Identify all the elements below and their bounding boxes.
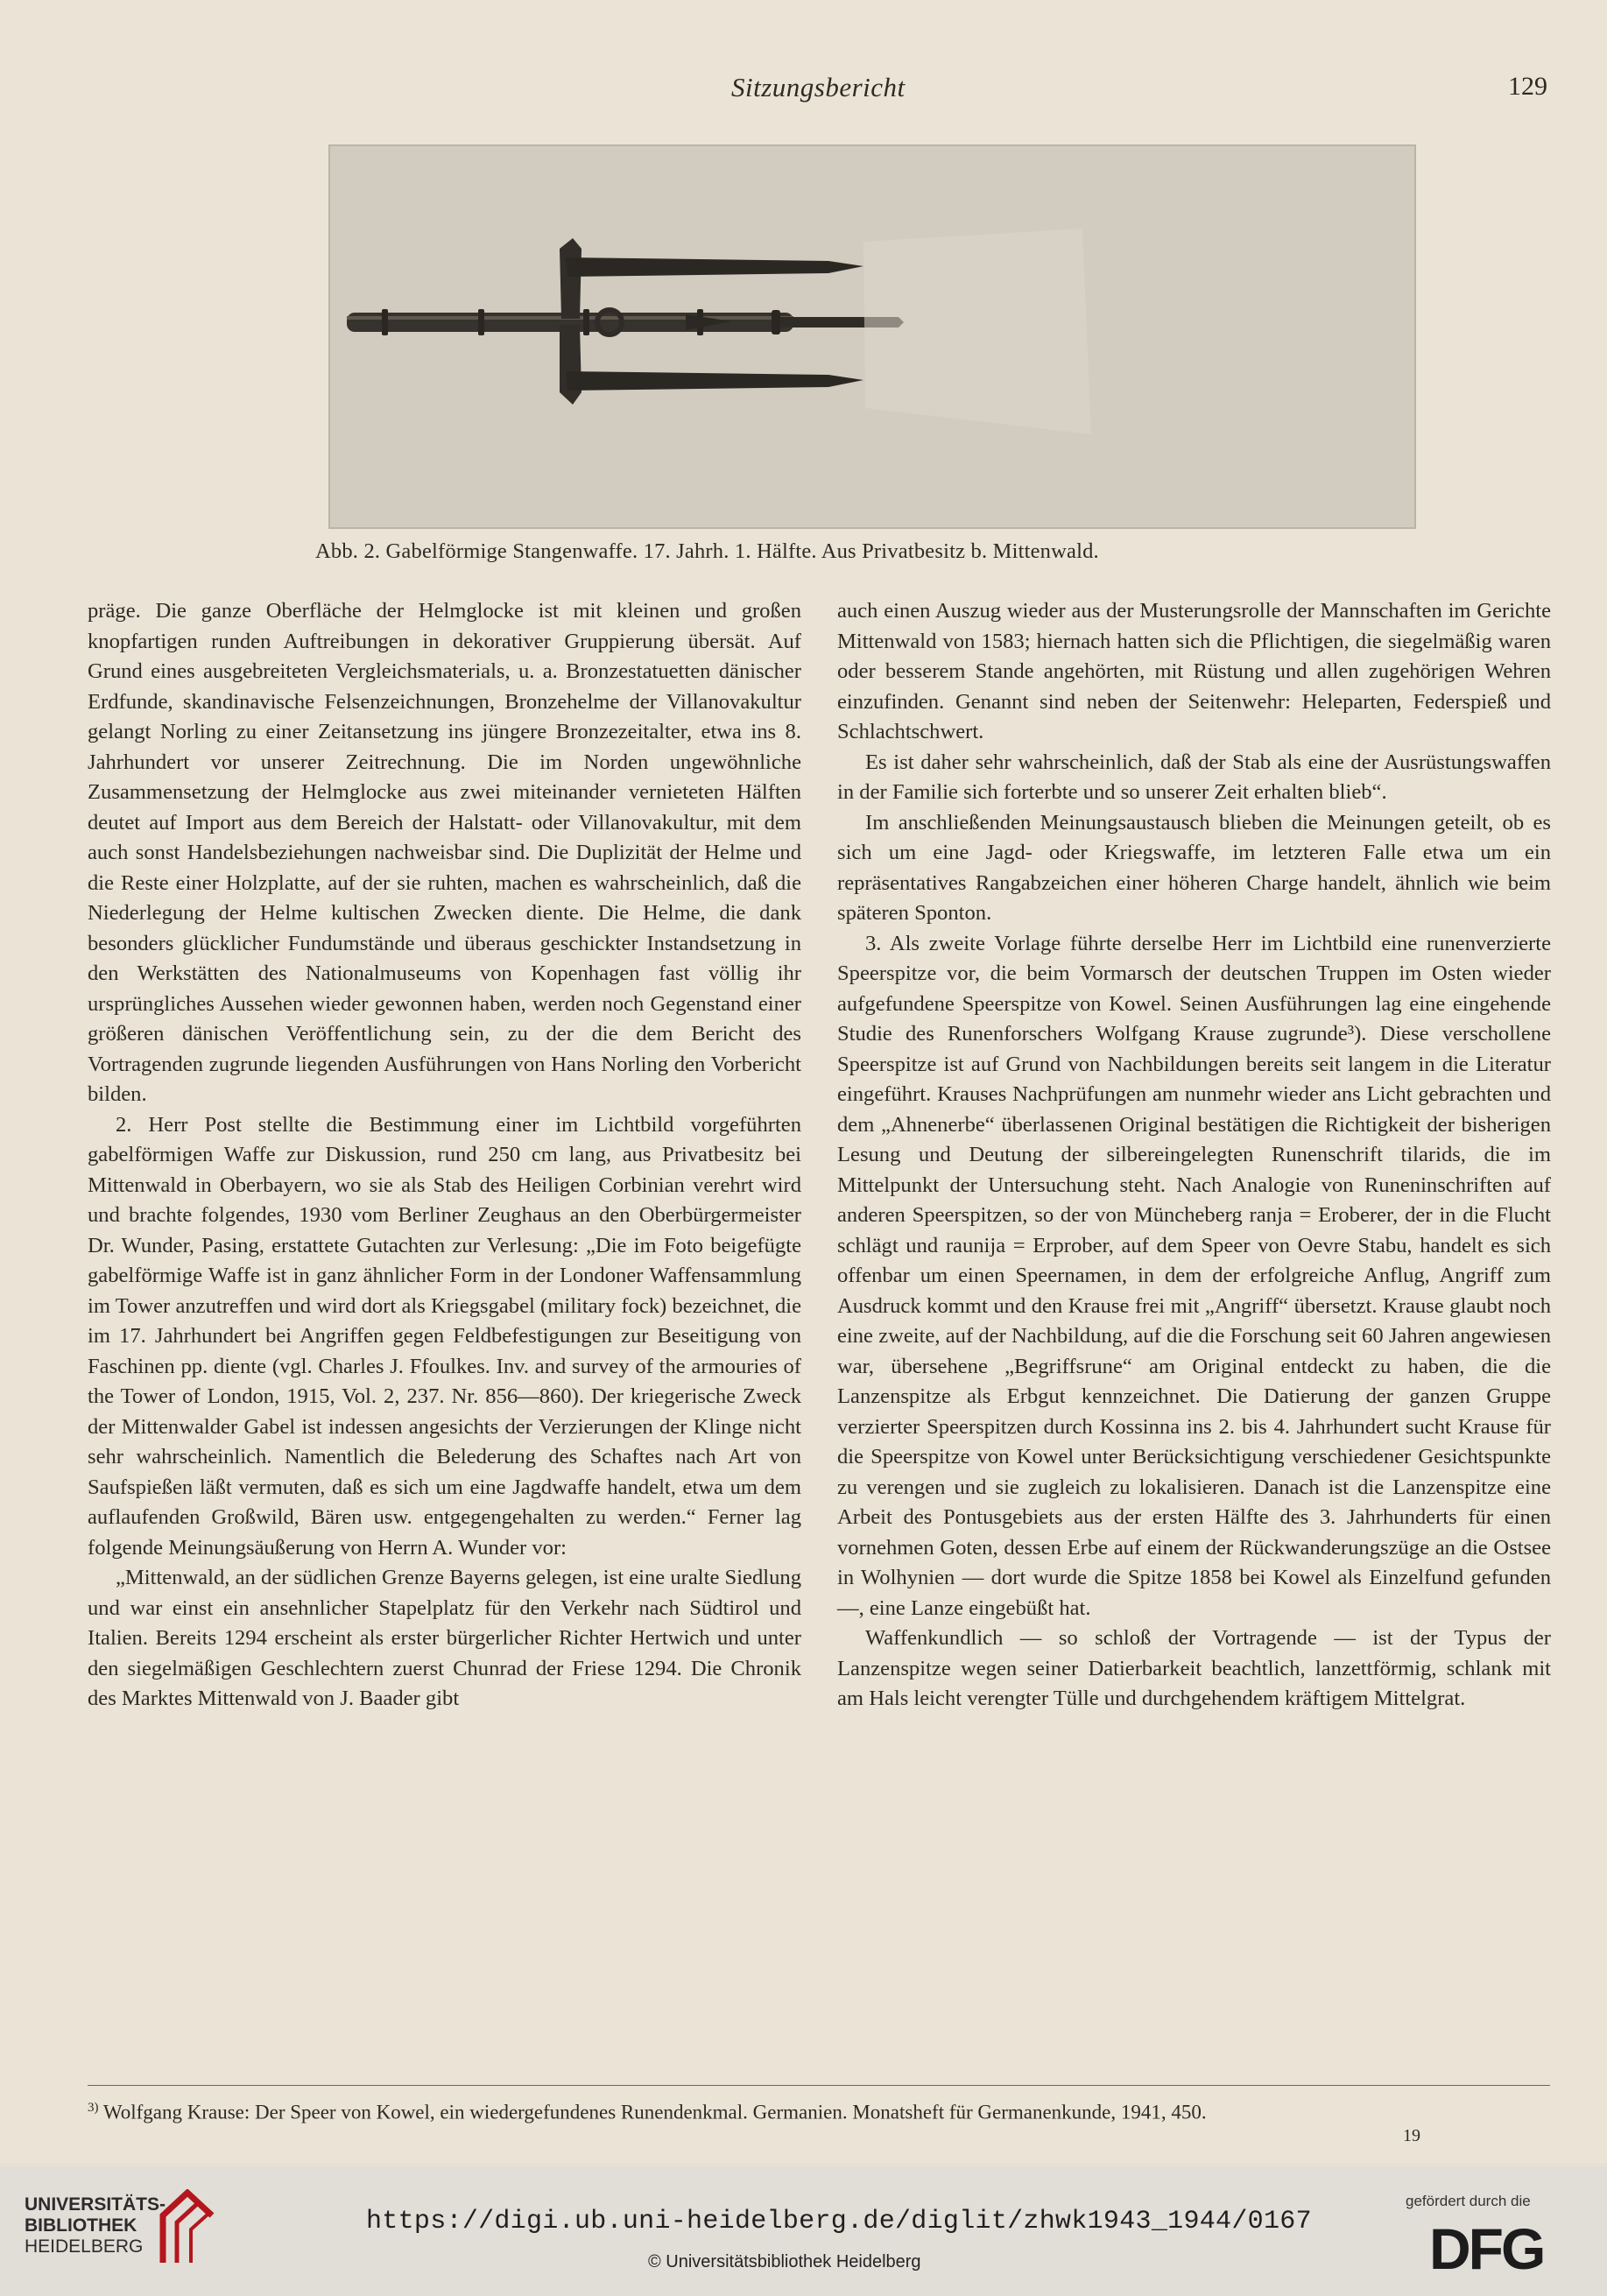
library-name: UNIVERSITÄTS- BIBLIOTHEK HEIDELBERG <box>25 2194 166 2257</box>
footnote <box>88 2095 1559 2126</box>
paragraph: Waffenkundlich — so schloß der Vortragende — ist der Typus der Lanzenspitze wegen seiner Datierbarkeit beachtlich, lanzettförmig, schlank mit am Hals leicht verengter Tülle und durchgehendem kräftigem Mittelgrat. <box>837 1626 1551 1710</box>
figure-photo-fork-weapon <box>328 144 1416 529</box>
paragraph: „Mittenwald, an der südlichen Grenze Bayerns gelegen, ist eine uralte Siedlung und war einst ein ansehnlicher Stapelplatz für den Verkehr nach Südtirol und Italien. Bereits 1294 erscheint als erster bürgerlicher Richter Hertwich und unter den siegelmäßigen Geschlechtern zuerst Chunrad der Friese 1294. Die Chronik des Marktes Mittenwald von J. Baader gibt <box>88 1566 801 1710</box>
figure-caption: Abb. 2. Gabelförmige Stangenwaffe. 17. Jahrh. 1. Hälfte. Aus Privatbesitz b. Mittenwald. <box>315 539 1099 563</box>
paragraph: Im anschließenden Meinungsaustausch blieben die Meinungen geteilt, ob es sich um eine Jagd- oder Kriegswaffe, im letzteren Falle etwa um ein repräsentatives Rangabzeichen einer höheren Charge handelt, ähnlich wie beim späteren Sponton. <box>837 810 1551 925</box>
page-number: 129 <box>1508 72 1547 101</box>
text-column-left <box>88 596 801 1715</box>
library-footer <box>0 2166 1607 2296</box>
library-emblem-icon <box>156 2189 219 2264</box>
paragraph: 3. Als zweite Vorlage führte derselbe Herr im Lichtbild eine runenverzierte Speerspitze vor, die beim Vormarsch der deutschen Truppen im Osten wieder aufgefundene Speerspitze von Kowel. Seinen Ausführungen lag eine eingehende Studie des Runenforschers Wolfgang Krause zugrunde³). Diese verschollene Speerspitze ist auf Grund von Nachbildungen bereits seit langem in die Literatur eingeführt. Krauses Nachprüfungen am nunmehr wieder ans Licht gebrachten und dem „Ahnenerbe“ überlassenen Original bestätigen die Richtigkeit der bisherigen Lesung und Deutung der silbereingelegten Runenschrift tilarids, die im Mittelpunkt der Untersuchung steht. Nach Analogie von Runeninschriften auf anderen Speerspitzen, so der von Müncheberg ranja = Eroberer, der in die Flucht schlägt und raunija = Erprober, auf dem Speer von Oevre Stabu, handelt es sich offenbar um einen Speernamen, in dem der erfolgreiche Anflug, Angriff zum Ausdruck kommt und den Krause frei mit „Angriff“ übersetzt. Krause glaubt noch eine zweite, auf der Nachbildung, auf die die Forschung seit 60 Jahren angewiesen war, übersehene „Begriffsrune“ am Original entdeckt zu haben, die die Lanzenspitze als Erbgut kennzeichnet. Die Datierung der ganzen Gruppe verzierter Speerspitzen durch Kossinna ins 2. bis 4. Jahrhundert sucht Krause für die Speerspitze von Kowel unter Berücksichtigung verschiedener Gesichtspunkte zu verengen und sie zugleich zu lokalisieren. Danach ist die Lanzenspitze eine Arbeit des Pontusgebiets aus der ersten Hälfte des 3. Jahrhunderts für einen vornehmen Goten, dessen Erbe auf einem der Rückwanderungszüge an die Ostsee in Wolhynien — dort wurde die Spitze 1858 bei Kowel als Einzelfund gefunden —, eine Lanze eingebüßt hat. <box>837 931 1551 1620</box>
footnote-divider <box>88 2085 1550 2086</box>
dfg-logo: DFG <box>1429 2216 1544 2281</box>
copyright-notice: © Universitätsbibliothek Heidelberg <box>648 2252 921 2271</box>
text-column-right <box>837 596 1551 1715</box>
paragraph: 2. Herr Post stellte die Bestimmung einer im Lichtbild vorgeführten gabelförmigen Waffe zur Diskussion, rund 250 cm lang, aus Privatbesitz bei Mittenwald in Oberbayern, wo sie als Stab des Heiligen Corbinian verehrt wird und brachte folgendes, 1930 vom Berliner Zeughaus an den Oberbürgermeister Dr. Wunder, Pasing, erstattete Gutachten zur Verlesung: „Die im Foto beigefügte gabelförmige Waffe ist in ganz ähnlicher Form in der Londoner Waffensammlung im Tower anzutreffen und wird dort als Kriegsgabel (military fock) bezeichnet, die im 17. Jahrhundert bei Angriffen gegen Feldbefestigungen zur Beseitigung von Faschinen pp. diente (vgl. Charles J. Ffoulkes. Inv. and survey of the armouries of the Tower of London, 1915, Vol. 2, 237. Nr. 856—860). Der kriegerische Zweck der Mittenwalder Gabel ist indessen angesichts der Verzierungen der Klinge nicht sehr wahrscheinlich. Namentlich die Belederung des Schaftes nach Art von Saufspießen läßt vermuten, daß es sich um eine Jagdwaffe handelt, etwa um dem auflaufenden Großwild, Bären usw. entgegengehalten zu werden.“ Ferner lag folgende Meinungsäußerung von Herrn A. Wunder vor: <box>88 1112 801 1560</box>
running-title: Sitzungsbericht <box>731 72 906 102</box>
paragraph: auch einen Auszug wieder aus der Musterungsrolle der Mannschaften im Gerichte Mittenwald von 1583; hiernach hatten sich die Pflichtigen, die siegelmäßig waren oder besserem Stande angehörten, mit Rüstung und allen zugehörigen Wehren einzufinden. Genannt sind neben der Seitenwehr: Heleparten, Federspieß und Schlachtschwert. <box>837 599 1551 743</box>
signature-mark: 19 <box>1403 2126 1420 2145</box>
paragraph: präge. Die ganze Oberfläche der Helmglocke ist mit kleinen und großen knopfartigen runden Auftreibungen in dekorativer Gruppierung übersät. Auf Grund eines ausgebreiteten Vergleichsmaterials, u. a. Bronzestatuetten dänischer Erdfunde, skandinavische Felsenzeichnungen, Bronzehelme der Villanovakultur gelangt Norling zu einer Zeitansetzung ins jüngere Bronzezeitalter, etwa ins 8. Jahrhundert vor unserer Zeitrechnung. Die im Norden ungewöhnliche Zusammensetzung der Helmglocke aus zwei miteinander vernieteten Hälften deutet auf Import aus dem Bereich der Halstatt- oder Villanovakultur, mit dem auch sonst Handelsbeziehungen nachweisbar sind. Die Duplizität der Helme und die Reste einer Holzplatte, auf der sie ruhten, machen es wahrscheinlich, daß die Niederlegung der Helme kultischen Zwecken diente. Die Helme, die dank besonders glücklicher Fundumstände und überaus geschickter Instandsetzung in den Werkstätten des Nationalmuseums von Kopenhagen fast völlig ihr ursprüngliches Aussehen wieder gewonnen haben, werden noch Gegenstand einer größeren dänischen Veröffentlichung sein, zu der die dem Bericht des Vortragenden zugrunde liegenden Ausführungen von Hans Norling den Vorbericht bilden. <box>88 599 801 1106</box>
permalink-url[interactable]: https://digi.ub.uni-heidelberg.de/diglit/zhwk1943_1944/0167 <box>366 2207 1312 2236</box>
funding-note: gefördert durch die <box>1406 2193 1531 2209</box>
running-head <box>0 72 1607 110</box>
footnote-marker: 3) <box>88 2101 99 2115</box>
fork-weapon-illustration <box>329 145 1415 528</box>
footnote-text: Wolfgang Krause: Der Speer von Kowel, ein wiedergefundenes Runendenkmal. Germanien. Monatsheft für Germanenkunde, 1941, 450. <box>102 2101 1207 2123</box>
paragraph: Es ist daher sehr wahrscheinlich, daß der Stab als eine der Ausrüstungswaffen in der Familie sich forterbte und so unserer Zeit erhalten blieb“. <box>837 750 1551 804</box>
